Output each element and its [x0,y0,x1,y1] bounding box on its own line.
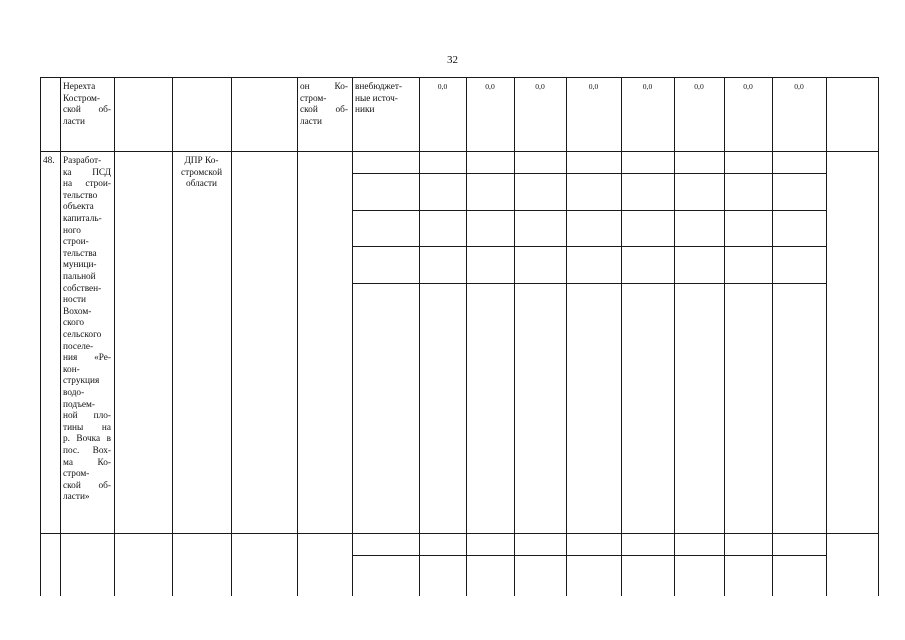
row48-name-text: тельство [63,190,98,201]
row48-name-text: ной пло- [63,411,111,422]
row48-name-text: собствен- [63,283,102,294]
grid-col-line [172,77,173,596]
prev-value: 0,0 [535,82,545,91]
row48-name-text: сельского [63,330,102,340]
row48-name-text: тины на [63,422,111,433]
row48-name-text: р. Вочка в [63,434,111,445]
row48-name-text: кон- [63,364,80,375]
source-subrow-line [352,210,826,211]
row48-name-text: ка ПСД [63,167,111,178]
grid-col-line [514,77,515,596]
grid-col-line [826,77,827,596]
grid-col-line [114,77,115,596]
grid-col-line [297,77,298,596]
grid-col-line [724,77,725,596]
row48-name-text: ской об- [63,480,111,491]
prev-value: 0,0 [642,82,653,91]
source-subrow-line [352,283,826,284]
table-top-line [40,77,878,78]
row49-top-line [40,533,878,534]
grid-col-line [878,77,879,596]
grid-col-line [674,77,675,596]
row48-name-text: поселе- [63,341,94,352]
prev-value: 0,0 [588,82,599,91]
row48-name-text: струкция [63,376,100,387]
prev-executor-text: ской об- [300,105,348,116]
grid-col-line [621,77,622,596]
row48-name-text: подъем- [63,399,95,410]
row48-name-text: строи- [63,237,89,248]
row48-customer: стромской [180,167,223,178]
row48-name-text: пальной [63,272,96,282]
grid-col-line [419,77,420,596]
prev-value: 0,0 [794,82,804,91]
row48-name-text: объекта [63,202,94,213]
prev-executor-text: он Ко- [300,82,348,92]
row48-name-text: ласти» [63,492,90,503]
row48-name-text: муници- [63,260,97,271]
prev-name-text: ласти [63,116,85,127]
row48-name-text: Разработ- [63,156,102,166]
row48-name-text: ности [63,295,87,306]
row48-name-text: ского [63,318,85,329]
row48-name-text: на строи- [63,179,111,190]
row48-name-text: ния «Ре- [63,353,111,364]
row48-customer: области [185,179,218,190]
prev-value: 0,0 [437,82,448,91]
row48-name-text: пос. Вох- [63,446,111,456]
row48-name-text: капиталь- [63,214,102,224]
page-number: 32 [447,54,458,66]
row48-number: 48. [43,156,55,166]
row48-name-text: тельства [63,248,97,259]
grid-col-line [40,77,41,596]
prev-value: 0,0 [485,82,495,91]
prev-source-text: ники [355,105,375,116]
row48-name-text: водо- [63,388,85,398]
prev-source-text: внебюджет- [355,82,403,92]
prev-value: 0,0 [743,82,753,91]
row48-name-text: Вохом- [63,306,92,317]
source-subrow-line [352,555,826,556]
prev-name-text: ской об- [63,105,111,116]
prev-executor-text: стром- [300,93,327,104]
prev-source-text: ные источ- [355,93,398,104]
source-subrow-line [352,246,826,247]
grid-col-line [566,77,567,596]
prev-name-text: Костром- [63,93,101,104]
row48-name-text: стром- [63,469,90,480]
row48-top-line [40,151,878,152]
grid-col-line [466,77,467,596]
grid-col-line [231,77,232,596]
prev-value: 0,0 [694,82,704,91]
grid-col-line [60,77,61,596]
source-subrow-line [352,173,826,174]
prev-name-text: Нерехта [63,82,96,92]
grid-col-line [772,77,773,596]
row48-name-text: ного [63,225,81,236]
row48-customer: ДПР Ко- [184,156,219,166]
row48-name-text: ма Ко- [63,457,111,468]
grid-col-line [352,77,353,596]
prev-executor-text: ласти [300,116,322,127]
